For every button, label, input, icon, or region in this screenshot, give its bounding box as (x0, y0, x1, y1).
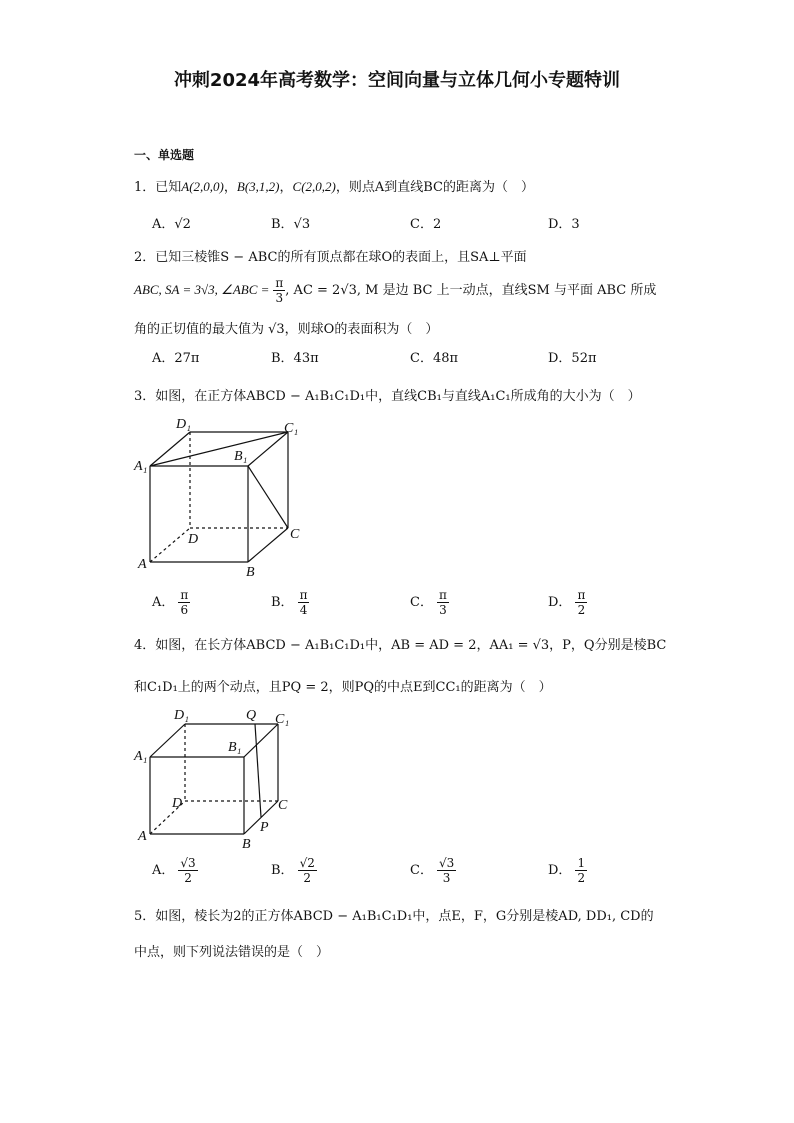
frac-den: 2 (577, 603, 586, 617)
frac-den: 2 (577, 871, 586, 885)
q3-option-c-fraction (437, 588, 449, 617)
frac-den: 6 (180, 603, 189, 617)
q4-option-b-label: B． (271, 863, 294, 878)
label-c1: C₁ (275, 712, 290, 727)
q2-frac-num: π (275, 276, 284, 290)
q4-line-2: 和C₁D₁上的两个动点，且PQ = 2，则PQ的中点E到CC₁的距离为（ ） (134, 680, 552, 695)
q4-option-d-fraction (575, 856, 587, 885)
q4-option-d-label: D． (548, 863, 572, 878)
q4-option-a-fraction (178, 856, 197, 885)
frac-num: √3 (180, 856, 196, 870)
q1-point-a: A(2,0,0) (181, 179, 224, 194)
frac-den: 4 (299, 603, 308, 617)
q1-point-c: C(2,0,2) (292, 179, 336, 194)
q3-option-d-label: D． (548, 595, 572, 610)
q4-line-1: 4．如图，在长方体ABCD − A₁B₁C₁D₁中，AB = AD = 2，AA₁ = √3，P，Q分别是棱BC (134, 638, 667, 653)
q1-sep1: ， (223, 180, 237, 195)
q3-option-b-fraction (298, 588, 310, 617)
q2-option-d: D．52π (548, 351, 597, 366)
q2-line-3: 角的正切值的最大值为 √3，则球O的表面积为（ ） (134, 322, 439, 337)
q3-option-a (152, 588, 190, 617)
q4-cuboid-figure (130, 700, 310, 852)
q1-point-b: B(3,1,2) (236, 179, 280, 194)
q3-option-c (410, 588, 449, 617)
q1-sep2: ， (279, 180, 293, 195)
label-a: A (138, 557, 147, 572)
frac-den: 3 (439, 603, 447, 617)
q2-fraction (273, 276, 285, 305)
q3-option-a-label: A． (152, 595, 175, 610)
frac-num: π (180, 588, 189, 602)
frac-den: 2 (184, 871, 192, 885)
label-a1: A₁ (134, 459, 148, 474)
q3-cube-figure (130, 412, 310, 580)
q4-option-a (152, 856, 198, 885)
q5-line-2: 中点，则下列说法错误的是（ ） (134, 945, 330, 960)
label-b1: B₁ (228, 740, 242, 755)
q2-option-b: B．43π (271, 351, 319, 366)
question-1 (134, 176, 534, 195)
q2-frac-den: 3 (275, 291, 284, 305)
edge-b1c1 (244, 724, 278, 757)
label-c1: C₁ (284, 421, 299, 436)
q4-option-d (548, 856, 587, 885)
frac-num: √3 (438, 856, 455, 870)
label-p: P (260, 820, 269, 835)
q3-option-b (271, 588, 309, 617)
q1-option-a: A．√2 (152, 217, 191, 232)
hidden-edge-ad (150, 528, 190, 562)
frac-num: π (577, 588, 586, 602)
label-a: A (138, 829, 147, 844)
frac-den: 3 (442, 871, 451, 885)
frac-den: 2 (303, 871, 312, 885)
q1-option-c: C．2 (410, 217, 442, 232)
frac-num: π (299, 588, 308, 602)
label-c: C (278, 798, 288, 813)
q3-text: 3．如图，在正方体ABCD − A₁B₁C₁D₁中，直线CB₁与直线A₁C₁所成角的大小为（ ） (134, 389, 641, 404)
section-heading: 一、单选题 (134, 148, 195, 162)
frac-num: π (438, 588, 447, 602)
label-d1: D₁ (174, 708, 189, 723)
q2-line-2 (134, 276, 656, 305)
edge-a1d1 (150, 724, 185, 757)
q4-option-b (271, 856, 317, 885)
label-d: D (172, 796, 183, 811)
q2-line-2b: , AC = 2√3, M 是边 BC 上一动点，直线SM 与平面 ABC 所成 (285, 283, 657, 298)
document-title: 冲刺2024年高考数学：空间向量与立体几何小专题特训 (173, 70, 621, 91)
q3-option-b-label: B． (271, 595, 294, 610)
q1-option-b: B．√3 (271, 217, 311, 232)
label-c: C (290, 527, 300, 542)
q4-option-a-label: A． (152, 863, 175, 878)
segment-pq (255, 724, 261, 817)
label-b: B (246, 565, 255, 580)
label-q: Q (246, 708, 257, 723)
q4-option-b-fraction (298, 856, 317, 885)
q2-line-2a: ABC, SA = 3√3, ∠ABC = (134, 282, 270, 297)
q2-option-c: C．48π (410, 351, 459, 366)
q3-option-d (548, 588, 587, 617)
label-b: B (242, 837, 251, 852)
label-d1: D₁ (176, 417, 191, 432)
q3-option-d-fraction (575, 588, 587, 617)
q4-option-c-fraction (437, 856, 456, 885)
q5-line-1: 5．如图，棱长为2的正方体ABCD − A₁B₁C₁D₁中，点E，F，G分别是棱AD, DD₁, CD的 (134, 909, 654, 924)
q1-option-d: D．3 (548, 217, 580, 232)
label-a1: A₁ (134, 749, 148, 764)
q4-option-c-label: C． (410, 863, 433, 878)
q3-option-a-fraction (178, 588, 190, 617)
q4-option-c (410, 856, 456, 885)
edge-bc (248, 528, 288, 562)
frac-num: √2 (299, 856, 315, 870)
label-d: D (188, 532, 199, 547)
label-b1: B₁ (234, 449, 248, 464)
q3-option-c-label: C． (410, 595, 433, 610)
q2-line-1: 2．已知三棱锥S − ABC的所有顶点都在球O的表面上，且SA⊥平面 (134, 250, 527, 265)
q2-option-a: A．27π (152, 351, 200, 366)
diagonal-b1c (248, 466, 288, 528)
q1-tail: ，则点A到直线BC的距离为（ ） (335, 180, 535, 195)
q1-prefix: 1．已知 (134, 180, 182, 195)
frac-num: 1 (577, 856, 586, 870)
